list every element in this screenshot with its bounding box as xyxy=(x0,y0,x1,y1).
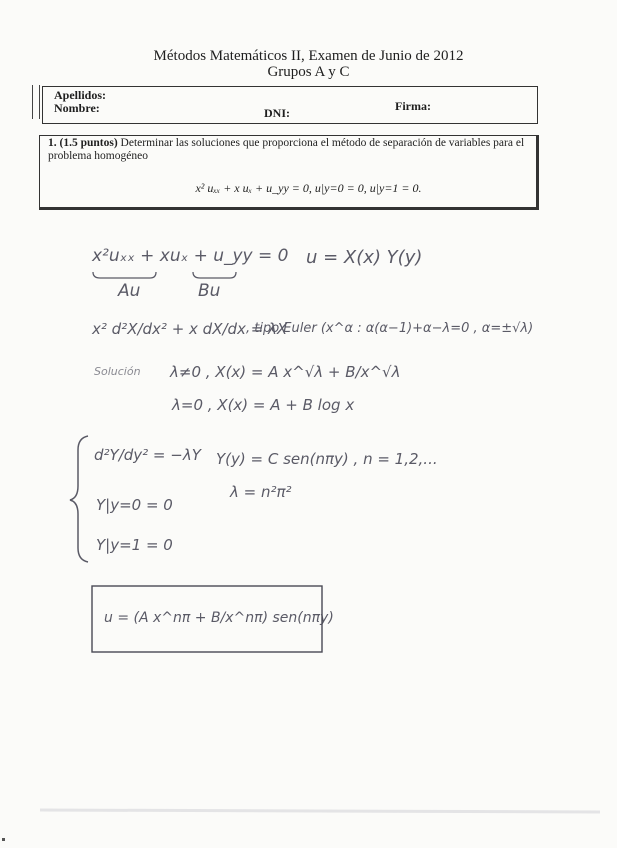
exam-title: Métodos Matemáticos II, Examen de Junio de 2012 xyxy=(153,48,464,64)
question-number: 1. xyxy=(48,137,57,149)
hw-bc-zero: Y|y=0 = 0 xyxy=(96,496,173,514)
signature-label: Firma: xyxy=(395,99,431,113)
hw-y-equation: d²Y/dy² = −λY xyxy=(94,446,201,464)
question-points: (1.5 puntos) xyxy=(59,137,118,149)
hw-au: Au xyxy=(118,281,141,301)
hw-pde: x²uₓₓ + xuₓ + u_yy = 0 xyxy=(92,246,289,266)
corner-dot xyxy=(2,838,5,841)
question-equation: x² uₓₓ + x uₓ + u_yy = 0, u|y=0 = 0, u|y=1 = 0. xyxy=(195,181,422,195)
exam-subtitle: Grupos A y C xyxy=(267,64,350,80)
name-label: Nombre: xyxy=(54,101,100,115)
hw-solution-label: Solución xyxy=(94,365,141,378)
surname-label: Apellidos: xyxy=(54,88,107,102)
hw-euler-eq: x² d²X/dx² + x dX/dx = λX xyxy=(92,320,288,338)
hw-solution-zero: λ=0 , X(x) = A + B log x xyxy=(172,396,355,414)
hw-y-solution: Y(y) = C sen(nπy) , n = 1,2,... xyxy=(216,450,438,468)
hw-bc-one: Y|y=1 = 0 xyxy=(96,536,173,554)
hw-separation: u = X(x) Y(y) xyxy=(306,247,423,268)
hw-euler-note: , tipo Euler (x^α : α(α−1)+α−λ=0 , α=±√λ) xyxy=(246,321,534,336)
system-brace xyxy=(70,436,88,562)
hw-bu: Bu xyxy=(198,281,221,301)
hw-solution-nonzero: λ≠0 , X(x) = A x^√λ + B/x^√λ xyxy=(170,363,401,381)
underbrace-a xyxy=(93,272,156,278)
scan-mark xyxy=(40,810,600,812)
underbrace-b xyxy=(193,272,236,278)
question-text: Determinar las soluciones que proporciona el método de separación de variables para el problema homogéneo xyxy=(48,137,525,162)
hw-final-answer: u = (A x^nπ + B/x^nπ) sen(nπy) xyxy=(104,610,334,626)
dni-label: DNI: xyxy=(264,106,290,120)
answer-box xyxy=(92,586,322,652)
hw-lambda: λ = n²π² xyxy=(230,483,292,501)
